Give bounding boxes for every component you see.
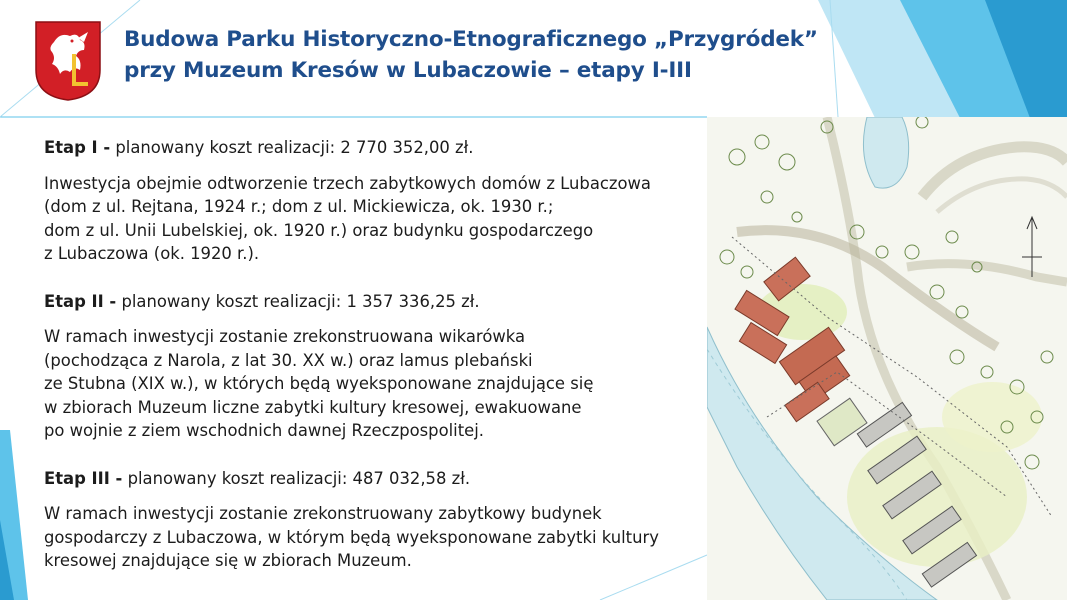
title-line-1: Budowa Parku Historyczno-Etnograficznego „Przygródek” — [124, 27, 818, 52]
stage-2-heading — [44, 290, 724, 314]
stage-1-line: dom z ul. Unii Lubelskiej, ok. 1920 r.) oraz budynku gospodarczego — [44, 220, 594, 240]
page-title — [124, 24, 824, 86]
griffin-coat-of-arms-icon — [34, 20, 102, 102]
stage-2-label: Etap II - — [44, 291, 117, 311]
stage-3-description — [44, 502, 724, 573]
stage-3-line: W ramach inwestycji zostanie zrekonstruowany zabytkowy budynek — [44, 504, 602, 523]
stage-2-description — [44, 325, 724, 443]
stage-2-line: ze Stubna (XIX w.), w których będą wyeksponowane znajdujące się — [44, 374, 594, 393]
stage-1-line: Inwestycja obejmie odtworzenie trzech zabytkowych domów z Lubaczowa — [44, 173, 651, 193]
title-line-2: przy Muzeum Kresów w Lubaczowie – etapy I-III — [124, 58, 692, 83]
park-plan-drawing — [707, 117, 1067, 600]
stage-2-line: W ramach inwestycji zostanie zrekonstruowana wikarówka — [44, 327, 525, 346]
stage-2-line: (pochodząca z Narola, z lat 30. XX w.) oraz lamus plebański — [44, 350, 533, 370]
stage-2-line: po wojnie z ziem wschodnich dawnej Rzeczpospolitej. — [44, 421, 484, 440]
stage-1-description — [44, 172, 724, 266]
stages-content — [44, 136, 724, 573]
stage-1-label: Etap I - — [44, 138, 111, 157]
stage-1-line: (dom z ul. Rejtana, 1924 r.; dom z ul. Mickiewicza, ok. 1930 r.; — [44, 197, 554, 216]
stage-3-label: Etap III - — [44, 468, 123, 488]
stage-2-line: w zbiorach Muzeum liczne zabytki kultury kresowej, ewakuowane — [44, 397, 582, 417]
stage-1-line: z Lubaczowa (ok. 1920 r.). — [44, 244, 260, 263]
stage-3-cost: planowany koszt realizacji: 487 032,58 zł. — [127, 468, 471, 488]
stage-1-cost: planowany koszt realizacji: 2 770 352,00 zł. — [115, 138, 474, 157]
stage-1-heading — [44, 136, 724, 160]
stage-3-heading — [44, 467, 724, 491]
stage-3-line: gospodarczy z Lubaczowa, w którym będą wyeksponowane zabytki kultury — [44, 527, 659, 547]
stage-2-cost: planowany koszt realizacji: 1 357 336,25 zł. — [121, 291, 480, 311]
stage-3-line: kresowej znajdujące się w zbiorach Muzeum. — [44, 551, 412, 570]
